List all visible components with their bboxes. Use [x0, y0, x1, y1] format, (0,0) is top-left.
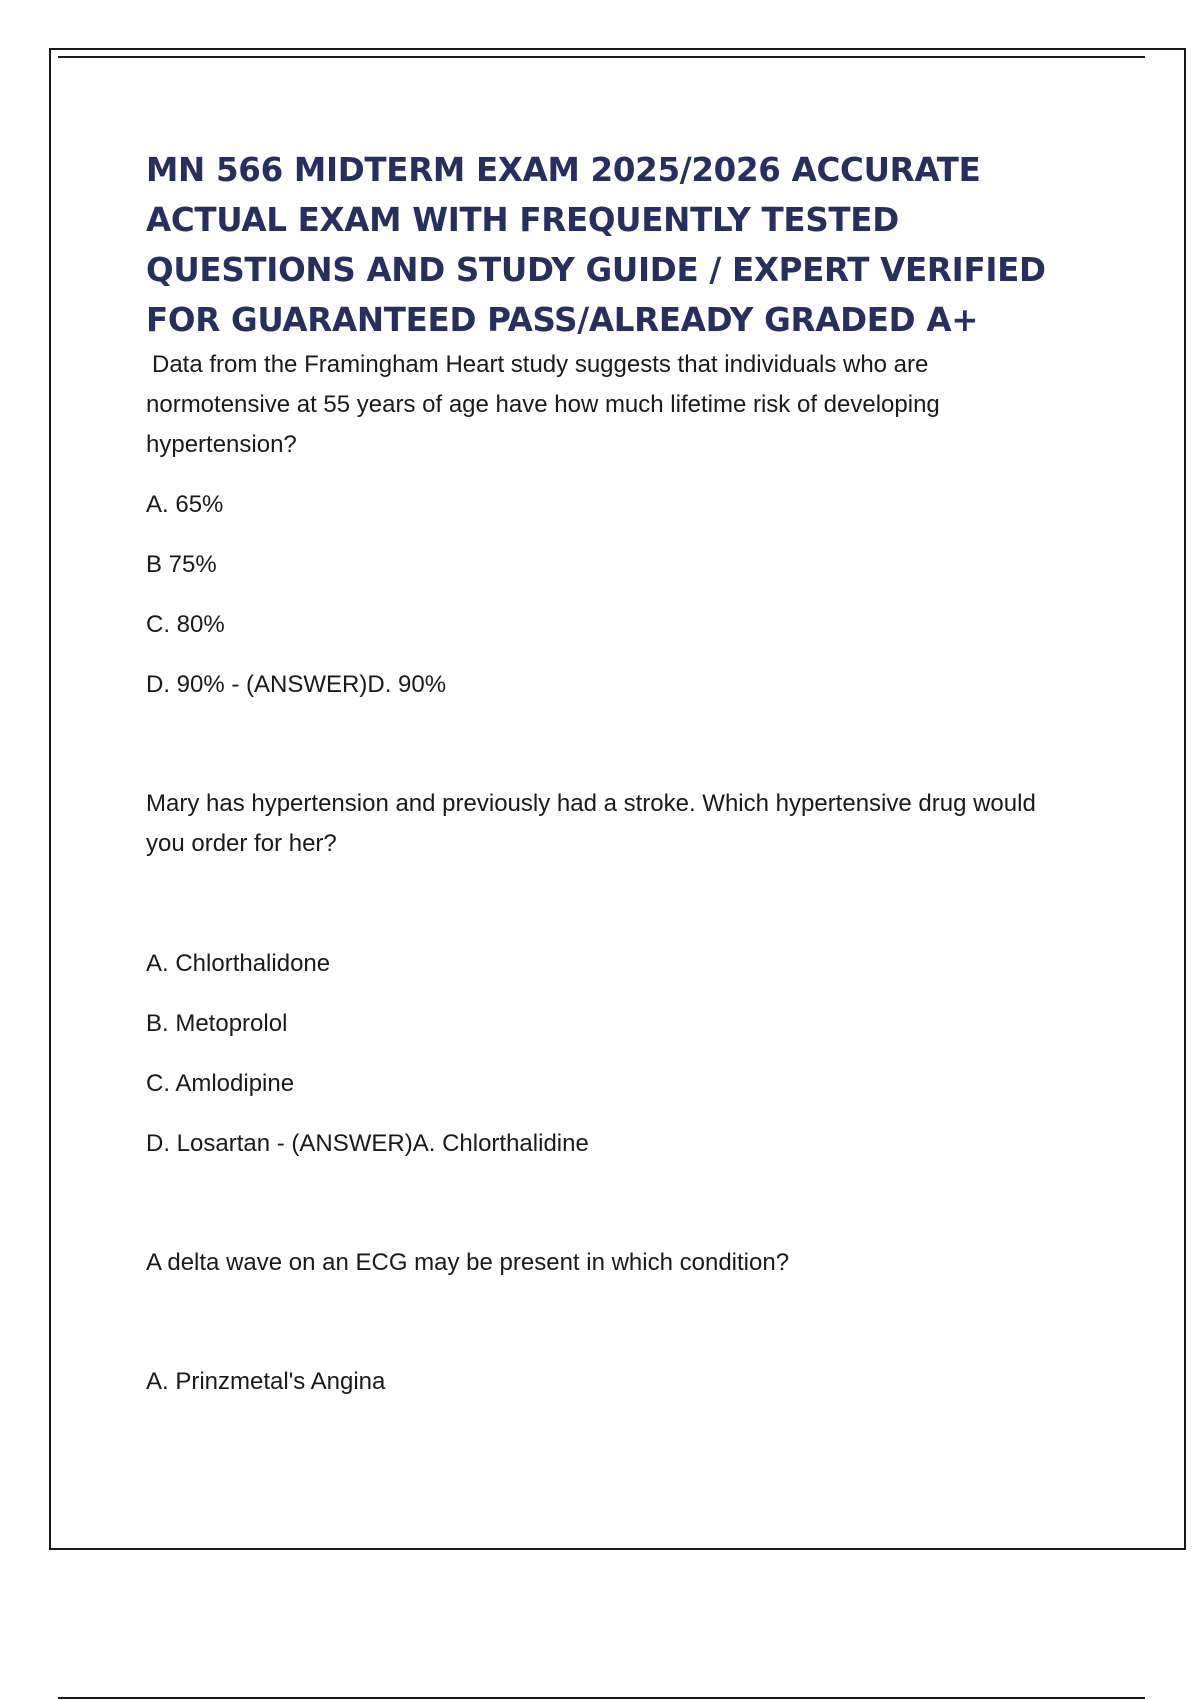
question-1-option-b: B 75% [146, 551, 217, 578]
question-3-options [146, 1362, 1076, 1402]
question-2-option-a: A. Chlorthalidone [146, 950, 331, 977]
document-body [146, 145, 1076, 1402]
footer-rule [58, 1697, 1145, 1699]
question-2-option-d-answer: D. Losartan - (ANSWER)A. Chlorthalidine [146, 1130, 589, 1157]
question-1-options [146, 485, 1076, 705]
question-1-text: Data from the Framingham Heart study suggests that individuals who are normotensive at 55 years of age have how much lifetime risk of developing hypertension? [146, 351, 940, 458]
question-2-option-c: C. Amlodipine [146, 1070, 295, 1097]
question-2-option-b: B. Metoprolol [146, 1010, 288, 1037]
question-1-option-c: C. 80% [146, 611, 225, 638]
question-2-text: Mary has hypertension and previously had a stroke. Which hypertensive drug would you order for her? [146, 790, 1036, 857]
question-1-option-a: A. 65% [146, 491, 224, 518]
header-rule [58, 56, 1145, 58]
question-3-option-a: A. Prinzmetal's Angina [146, 1368, 386, 1395]
question-3-text: A delta wave on an ECG may be present in which condition? [146, 1249, 790, 1276]
document-title: MN 566 MIDTERM EXAM 2025/2026 ACCURATE ACTUAL EXAM WITH FREQUENTLY TESTED QUESTIONS AND STUDY GUIDE / EXPERT VERIFIED FOR GUARANTEED PASS/ALREADY GRADED A+ [146, 151, 1046, 339]
question-2-options [146, 944, 1076, 1164]
question-1-option-d-answer: D. 90% - (ANSWER)D. 90% [146, 671, 447, 698]
